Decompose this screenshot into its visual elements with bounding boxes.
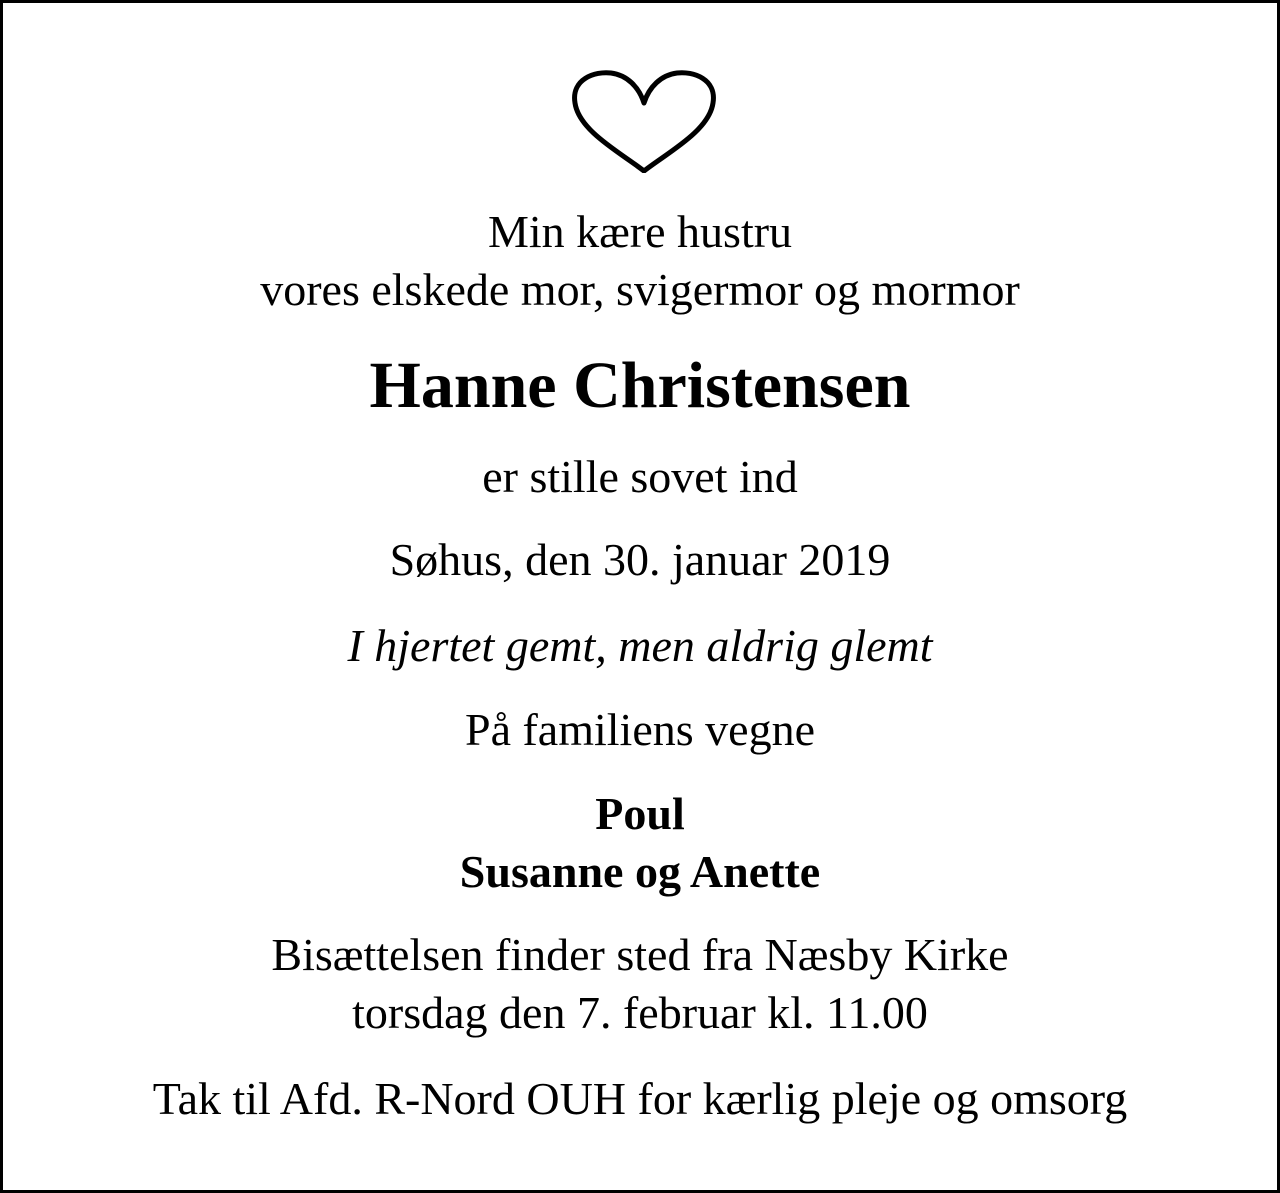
heart-icon xyxy=(569,69,719,173)
place-date: Søhus, den 30. januar 2019 xyxy=(389,534,891,585)
ceremony-line-2: torsdag den 7. februar kl. 11.00 xyxy=(352,987,928,1038)
intro-line-1: Min kære hustru xyxy=(487,206,793,257)
thanks-text: Tak til Afd. R-Nord OUH for kærlig pleje og omsorg xyxy=(152,1073,1128,1124)
memorial-quote: I hjertet gemt, men aldrig glemt xyxy=(347,620,933,671)
deceased-name: Hanne Christensen xyxy=(369,349,911,422)
signer-line-1: Poul xyxy=(595,788,685,839)
ceremony-line-1: Bisættelsen finder sted fra Næsby Kirke xyxy=(271,929,1009,980)
signer-line-2: Susanne og Anette xyxy=(459,846,821,897)
intro-line-2: vores elskede mor, svigermor og mormor xyxy=(260,264,1020,315)
on-behalf-text: På familiens vegne xyxy=(464,704,815,755)
passed-text: er stille sovet ind xyxy=(482,451,798,502)
